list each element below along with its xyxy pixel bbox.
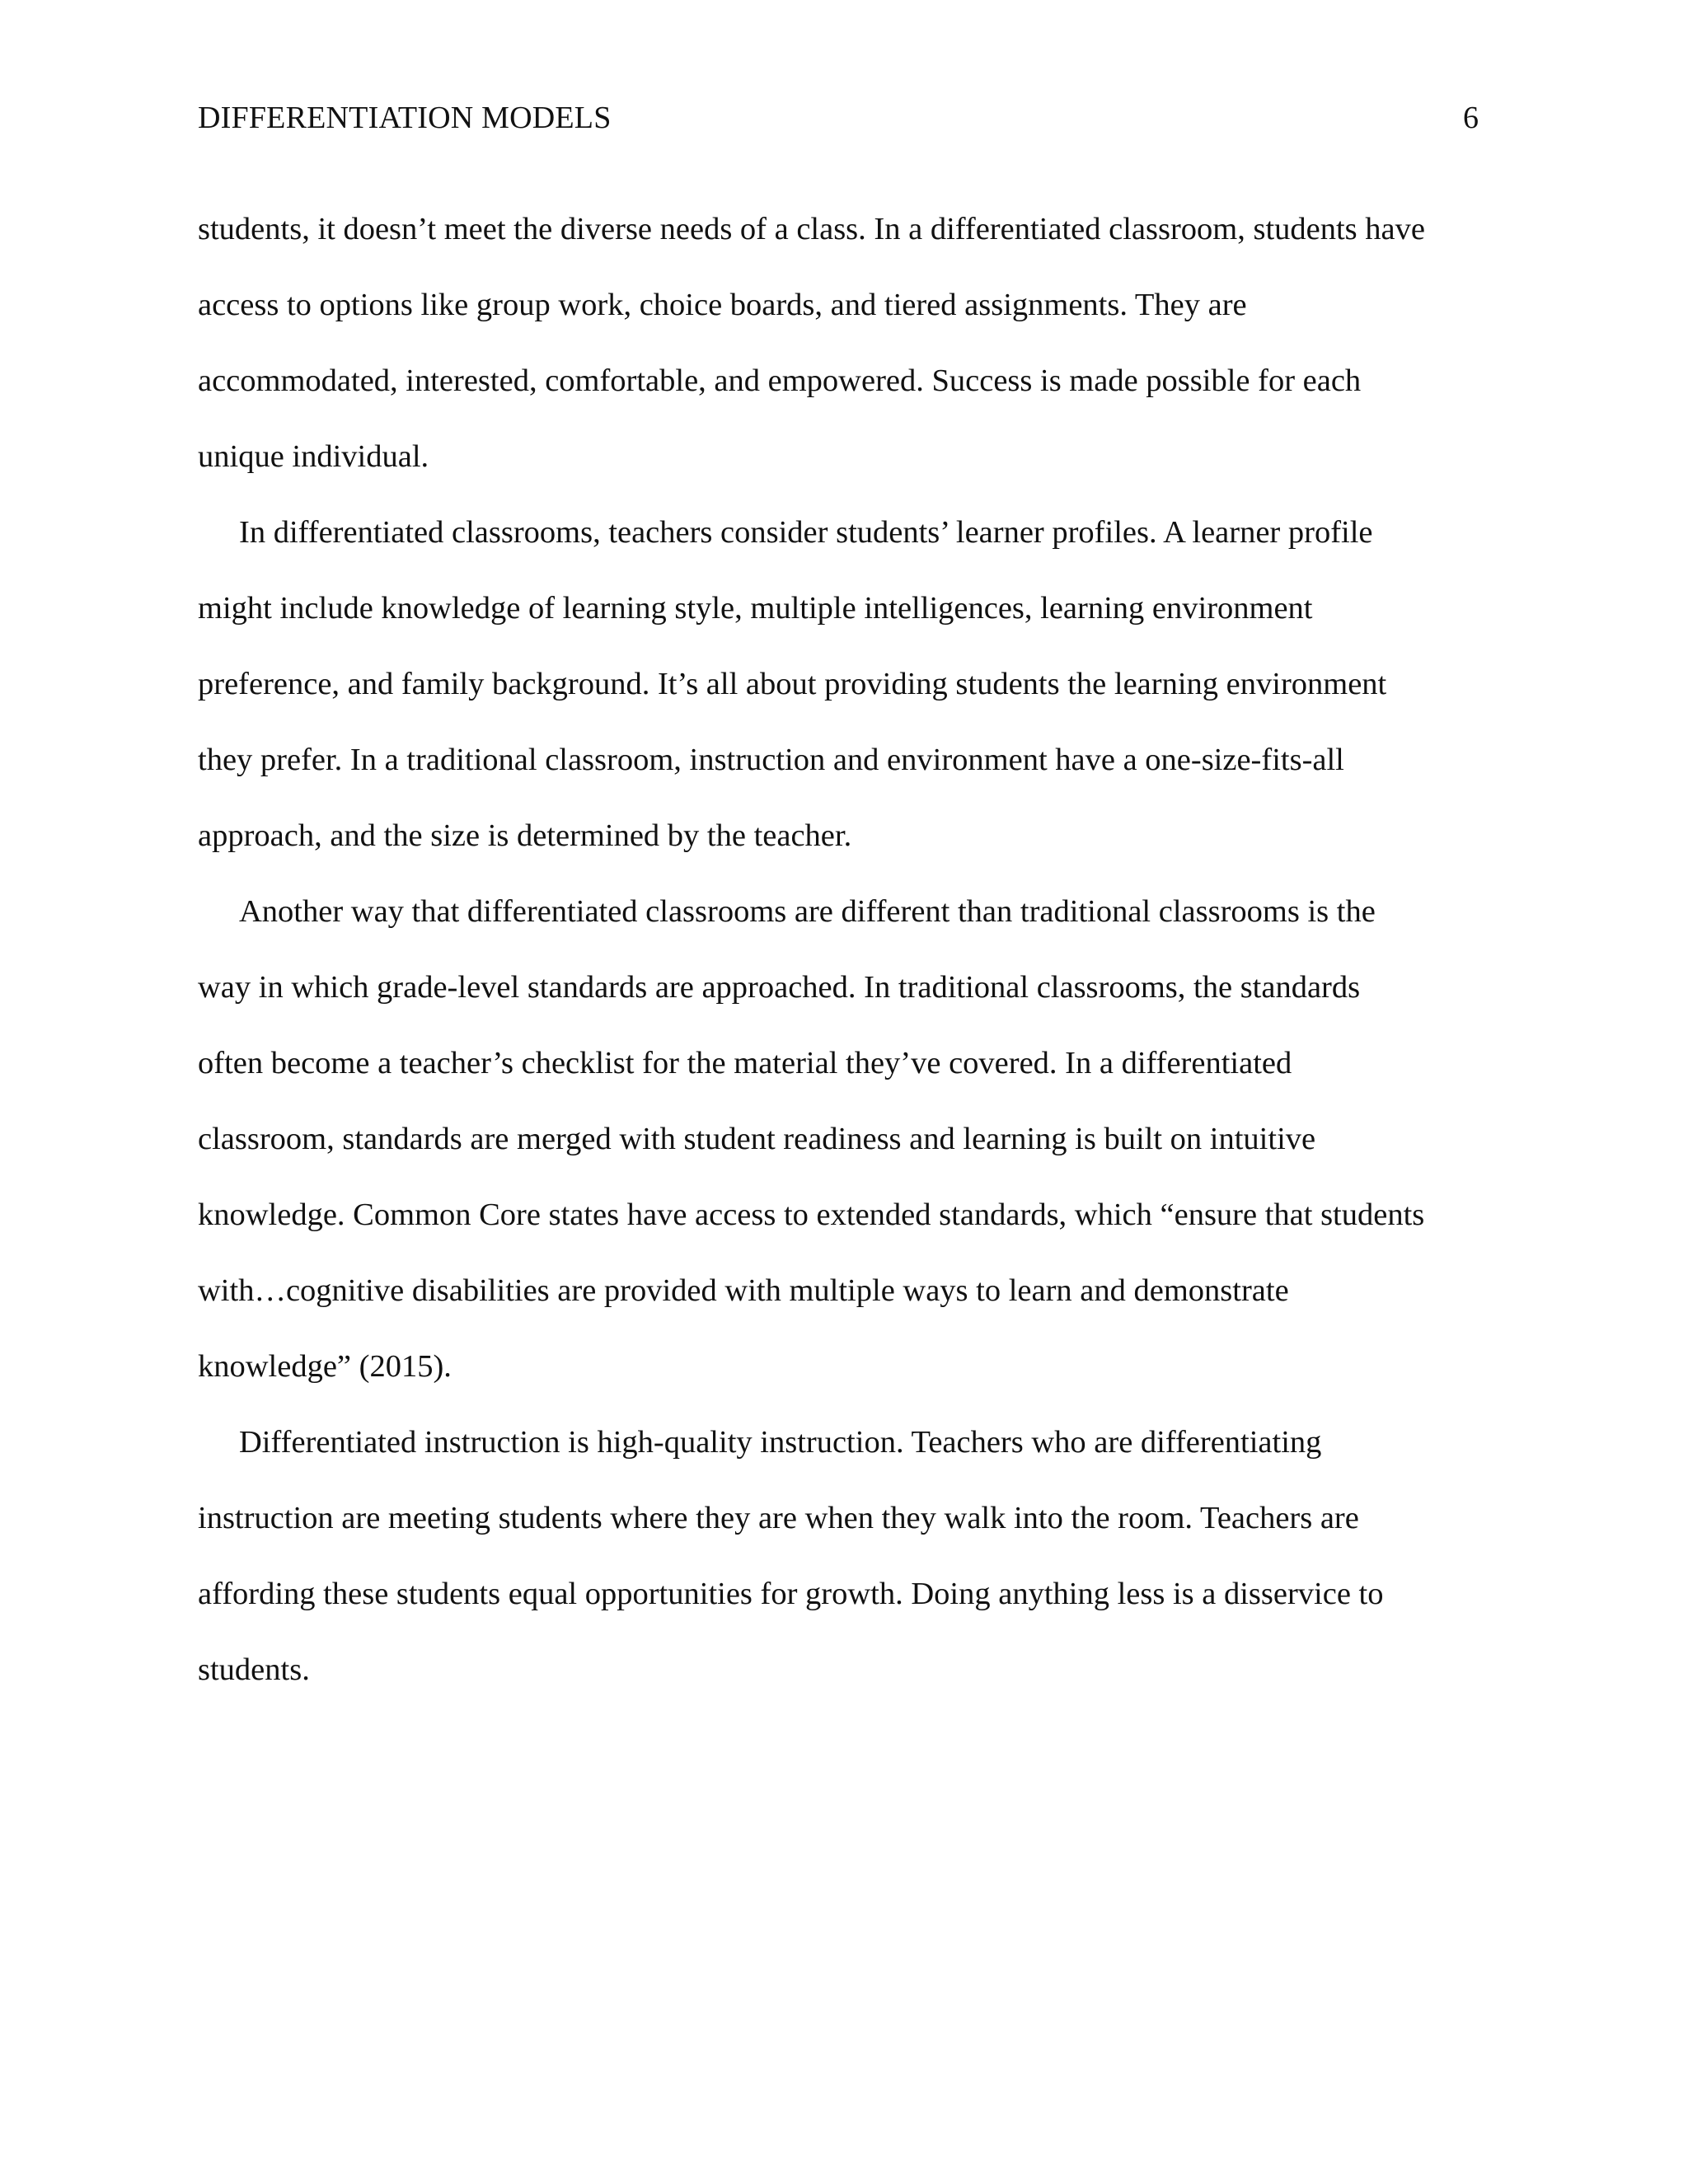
text-line: often become a teacher’s checklist for the material they’ve covered. In a differentiated — [198, 1046, 1292, 1080]
text-line: In differentiated classrooms, teachers consider students’ learner profiles. A learner profile — [239, 515, 1373, 550]
text-line: classroom, standards are merged with student readiness and learning is built on intuitive — [198, 1122, 1316, 1156]
text-line: instruction are meeting students where they are when they walk into the room. Teachers are — [198, 1501, 1359, 1535]
text-line: Differentiated instruction is high-quality instruction. Teachers who are differentiating — [239, 1425, 1322, 1460]
page-number: 6 — [1463, 101, 1479, 135]
text-line: access to options like group work, choice boards, and tiered assignments. They are — [198, 288, 1247, 322]
text-line: unique individual. — [198, 439, 429, 474]
text-line: approach, and the size is determined by the teacher. — [198, 818, 852, 853]
running-head-title: DIFFERENTIATION MODELS — [198, 101, 612, 135]
running-head — [198, 97, 1479, 138]
paragraph-2 — [198, 494, 1484, 874]
body-text — [198, 191, 1484, 1708]
text-line: knowledge” (2015). — [198, 1349, 452, 1384]
paragraph-3 — [198, 874, 1484, 1404]
text-line: they prefer. In a traditional classroom, instruction and environment have a one-size-fits-all — [198, 743, 1344, 777]
text-line: knowledge. Common Core states have access to extended standards, which “ensure that students — [198, 1197, 1425, 1232]
text-line: students, it doesn’t meet the diverse needs of a class. In a differentiated classroom, students have — [198, 212, 1425, 246]
text-line: students. — [198, 1652, 310, 1687]
text-line: affording these students equal opportunities for growth. Doing anything less is a disservice to — [198, 1577, 1384, 1611]
text-line: accommodated, interested, comfortable, and empowered. Success is made possible for each — [198, 363, 1362, 398]
paragraph-1 — [198, 191, 1484, 494]
text-line: might include knowledge of learning style, multiple intelligences, learning environment — [198, 591, 1313, 626]
text-line: Another way that differentiated classrooms are different than traditional classrooms is the — [239, 894, 1376, 929]
text-line: preference, and family background. It’s all about providing students the learning environment — [198, 667, 1387, 701]
text-line: with…cognitive disabilities are provided with multiple ways to learn and demonstrate — [198, 1273, 1289, 1308]
paragraph-4 — [198, 1404, 1484, 1708]
text-line: way in which grade-level standards are approached. In traditional classrooms, the standards — [198, 970, 1361, 1005]
